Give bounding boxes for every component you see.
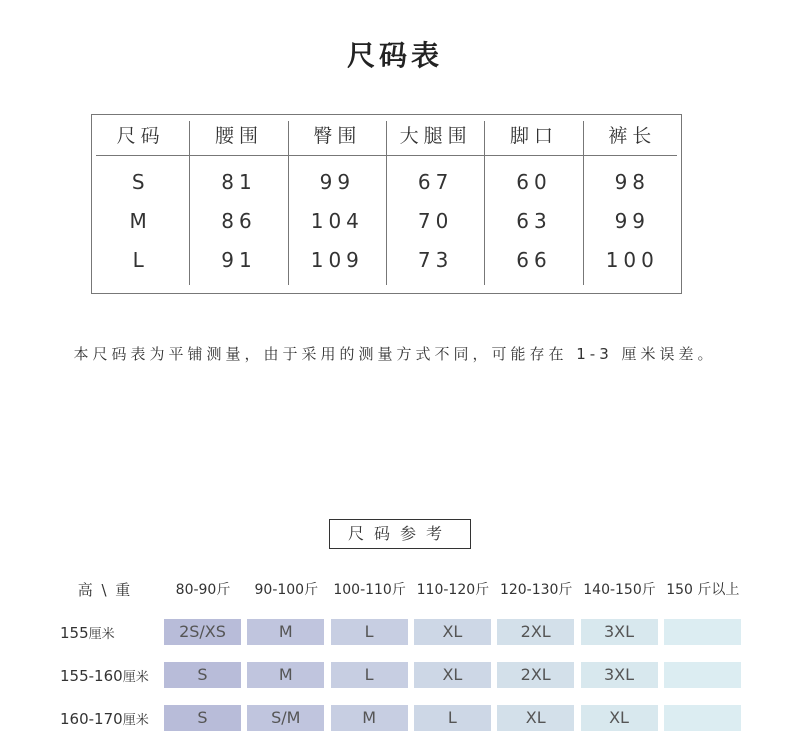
size-table-cell: 99 bbox=[319, 170, 356, 194]
size-table-column bbox=[484, 121, 582, 285]
size-table bbox=[91, 114, 682, 294]
size-table-cell: M bbox=[129, 209, 152, 233]
size-table-cell: 86 bbox=[221, 209, 257, 233]
reference-size-cell bbox=[664, 662, 741, 688]
size-table-column bbox=[583, 121, 681, 285]
size-table-cell: 81 bbox=[221, 170, 257, 194]
reference-size-cell: 2XL bbox=[497, 662, 574, 688]
reference-size-cell: M bbox=[247, 662, 324, 688]
reference-row-unit: 厘米 bbox=[122, 670, 149, 685]
size-table-cell: 99 bbox=[614, 209, 651, 233]
size-table-header: 尺码 bbox=[116, 125, 165, 147]
size-table-cell: 70 bbox=[417, 209, 454, 233]
size-table-header: 臀围 bbox=[313, 125, 362, 147]
size-table-cell: 60 bbox=[516, 170, 552, 194]
reference-size-cell: XL bbox=[581, 705, 658, 731]
size-table-cell: 66 bbox=[516, 248, 552, 272]
size-table-header: 裤长 bbox=[608, 125, 657, 147]
reference-size-cell: XL bbox=[414, 662, 491, 688]
reference-column-header: 140-150斤 bbox=[583, 582, 656, 598]
reference-size-cell bbox=[664, 705, 741, 731]
reference-row-height: 155 bbox=[60, 624, 89, 642]
reference-size-cell: L bbox=[331, 619, 408, 645]
size-table-cell: 100 bbox=[605, 248, 659, 272]
size-table-cell: 63 bbox=[516, 209, 552, 233]
size-table-cell: 67 bbox=[417, 170, 454, 194]
reference-row-header bbox=[60, 623, 164, 642]
size-table-cell: S bbox=[131, 170, 150, 194]
size-table-cell: L bbox=[132, 248, 149, 272]
reference-size-cell: XL bbox=[497, 705, 574, 731]
reference-corner-label: 高 \ 重 bbox=[77, 581, 133, 599]
reference-size-cell: L bbox=[414, 705, 491, 731]
size-table-cell: 91 bbox=[221, 248, 257, 272]
reference-row-header bbox=[60, 666, 164, 685]
size-table-header: 腰围 bbox=[214, 125, 263, 147]
size-table-header: 脚口 bbox=[509, 125, 558, 147]
measurement-note: 本尺码表为平铺测量，由于采用的测量方式不同，可能存在 1-3 厘米误差。 bbox=[73, 345, 717, 363]
reference-column-header: 90-100斤 bbox=[254, 582, 319, 598]
reference-size-cell: L bbox=[331, 662, 408, 688]
size-table-cell: 98 bbox=[614, 170, 651, 194]
reference-column-header: 100-110斤 bbox=[333, 582, 406, 598]
reference-size-cell: 2S/XS bbox=[164, 619, 241, 645]
reference-row-unit: 厘米 bbox=[88, 627, 115, 642]
reference-row-height: 155-160 bbox=[60, 667, 123, 685]
size-table-column bbox=[386, 121, 484, 285]
page-title: 尺码表 bbox=[346, 39, 443, 72]
reference-size-cell bbox=[664, 619, 741, 645]
reference-size-cell: XL bbox=[414, 619, 491, 645]
reference-size-cell: 3XL bbox=[581, 662, 658, 688]
reference-size-cell: 3XL bbox=[581, 619, 658, 645]
reference-column-header: 110-120斤 bbox=[416, 582, 490, 598]
reference-size-cell: S/M bbox=[247, 705, 324, 731]
size-table-cell: 104 bbox=[310, 209, 364, 233]
reference-column-header: 150 斤以上 bbox=[666, 582, 740, 598]
reference-row-header bbox=[60, 709, 164, 728]
reference-column-header: 120-130斤 bbox=[499, 582, 573, 598]
reference-size-cell: M bbox=[331, 705, 408, 731]
size-table-column bbox=[92, 121, 189, 285]
reference-title: 尺码参考 bbox=[329, 519, 471, 549]
size-table-column bbox=[189, 121, 287, 285]
reference-size-cell: S bbox=[164, 662, 241, 688]
size-table-cell: 73 bbox=[417, 248, 454, 272]
reference-column-header: 80-90斤 bbox=[175, 582, 231, 598]
reference-size-cell: M bbox=[247, 619, 324, 645]
reference-row-height: 160-170 bbox=[60, 710, 123, 728]
size-table-header: 大腿围 bbox=[399, 125, 472, 147]
size-table-column bbox=[288, 121, 386, 285]
size-table-cell: 109 bbox=[310, 248, 364, 272]
reference-row-unit: 厘米 bbox=[122, 713, 149, 728]
reference-size-cell: 2XL bbox=[497, 619, 574, 645]
reference-size-cell: S bbox=[164, 705, 241, 731]
